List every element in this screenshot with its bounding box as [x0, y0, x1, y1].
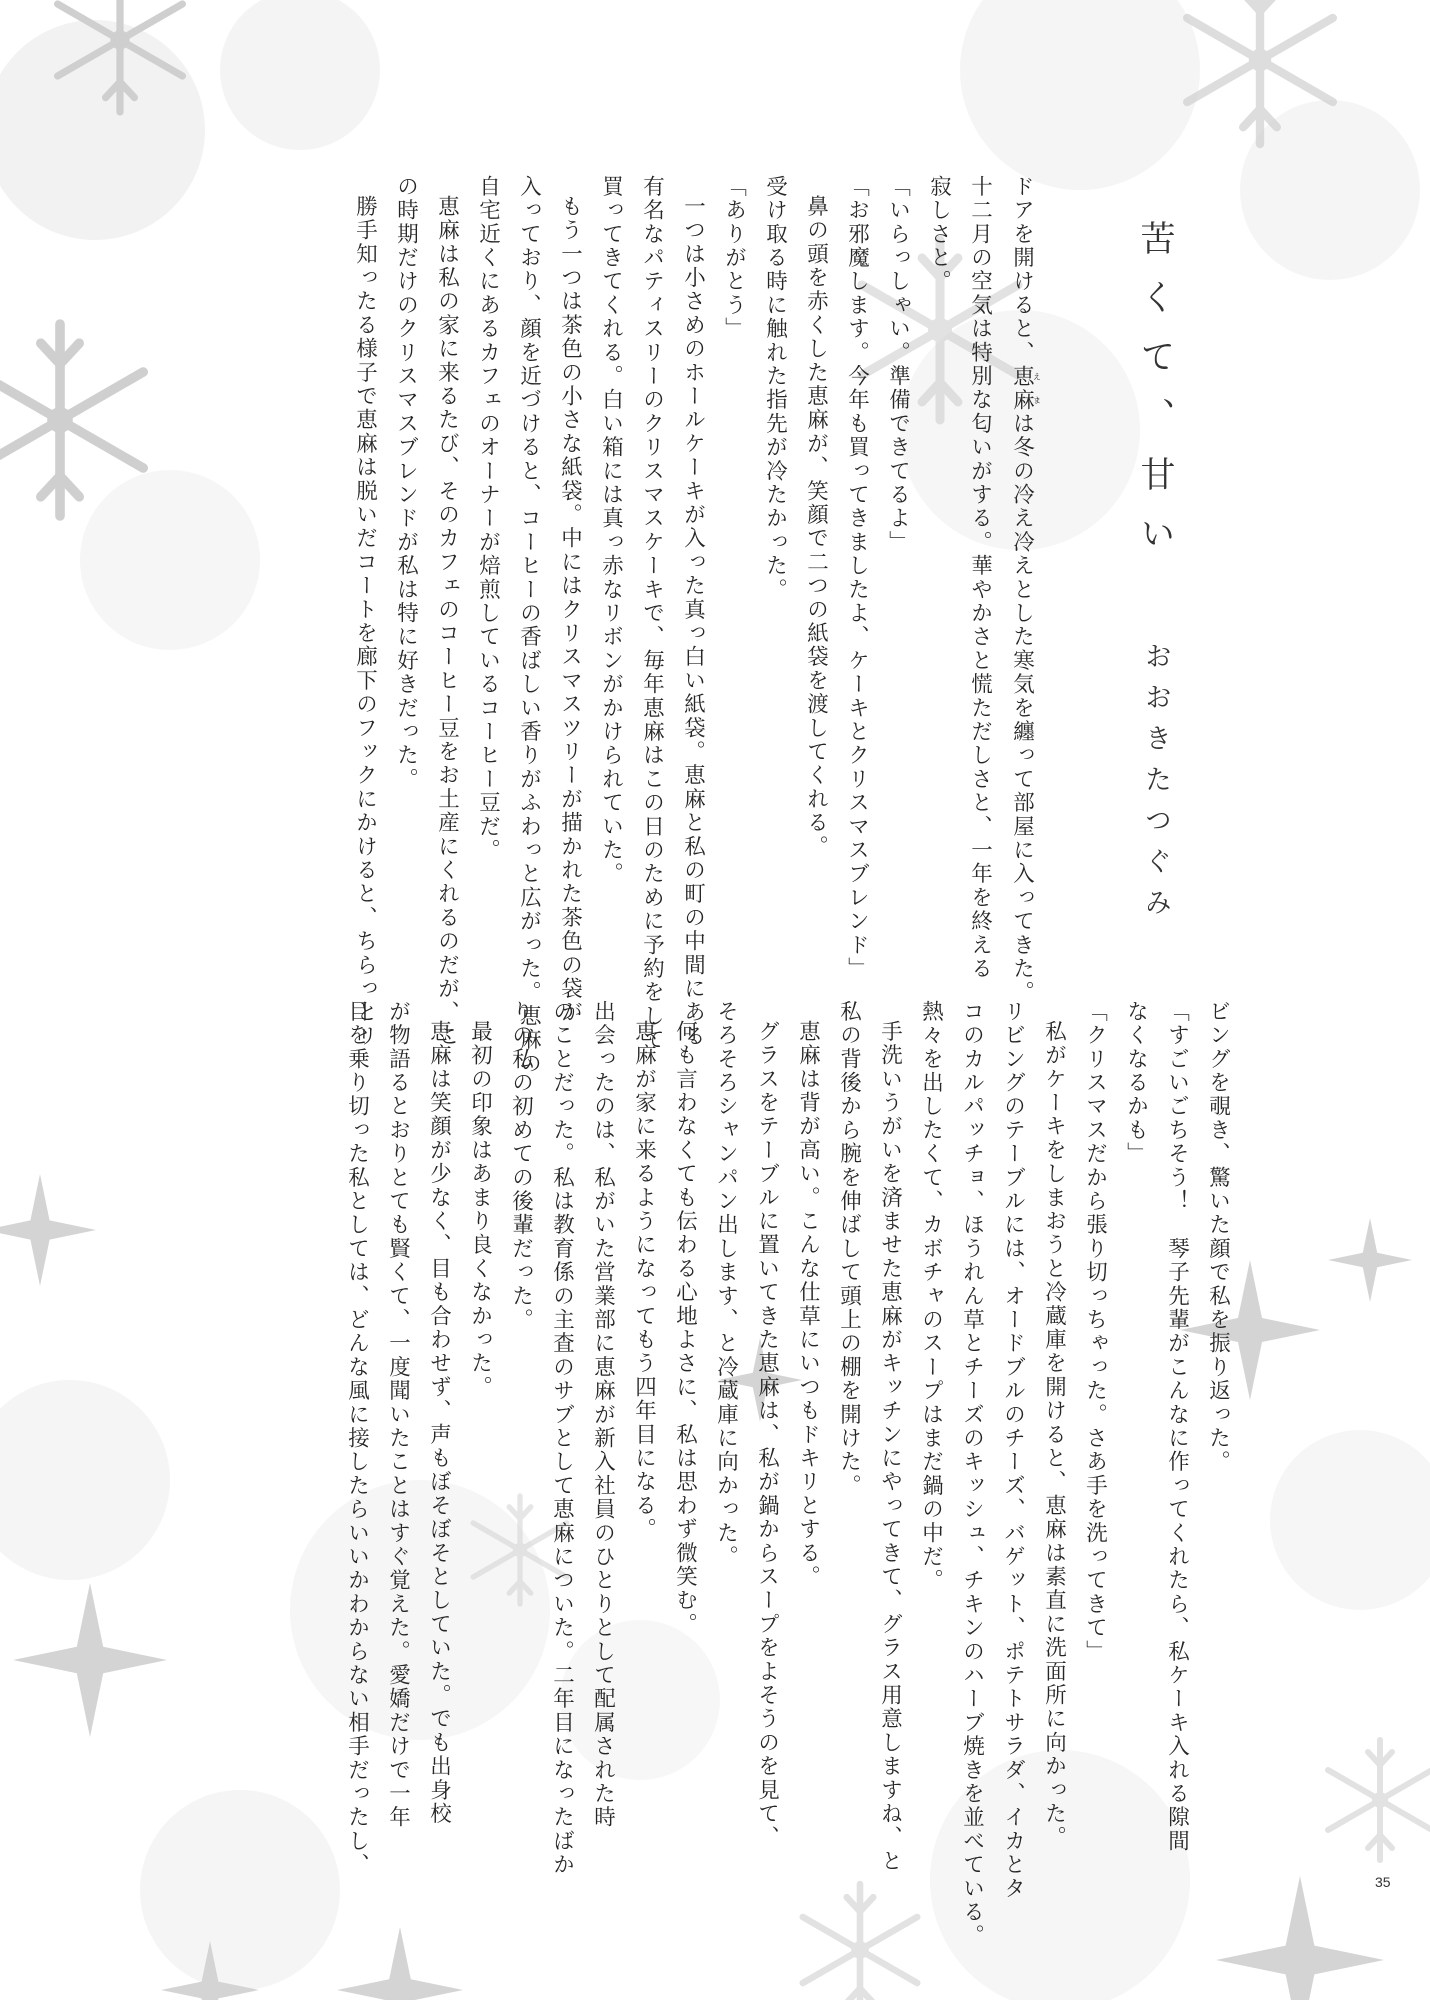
text-line: 恵麻が家に来るようになってもう四年目になる。 [631, 1020, 657, 1542]
text-line: 恵麻は背が高い。こんな仕草にいつもドキリとする。 [795, 1020, 821, 1589]
story-title: 苦くて、甘い [1135, 220, 1175, 574]
text-line: 鼻の頭を赤くした恵麻が、笑顔で二つの紙袋を渡してくれる。 [803, 195, 829, 859]
text-line: 「いらっしゃい。準備できてるよ」 [885, 175, 911, 555]
text-line: 恵麻は笑顔が少なく、目も合わせず、声もぼそぼそとしていた。でも出身校 [426, 1020, 452, 1826]
text-line: 目を乗り切った私としては、どんな風に接したらいいかわからない相手だったし、 [344, 1000, 370, 1877]
text-line: ドアを開けると、恵麻えまは冬の冷え冷えとした寒気を纏って部屋に入ってきた。 [1009, 175, 1042, 1005]
text-line: 有名なパティスリーのクリスマスケーキで、毎年恵麻はこの日のために予約をして [639, 175, 665, 1052]
text-line: 「クリスマスだから張り切っちゃった。さあ手を洗ってきて」 [1082, 1000, 1108, 1664]
text-line: ビングを覗き、驚いた顔で私を振り返った。 [1205, 1000, 1231, 1474]
text-line: 十二月の空気は特別な匂いがする。華やかさと慌ただしさと、一年を終える [967, 175, 993, 981]
text-line: 「すごいごちそう！ 琴子先輩がこんなに作ってくれたら、私ケーキ入れる隙間 [1164, 1000, 1190, 1854]
text-line: 何も言わなくても伝わる心地よさに、私は思わず微笑む。 [672, 1020, 698, 1637]
text-line: 私の背後から腕を伸ばして頭上の棚を開けた。 [836, 1000, 862, 1498]
text-line: りの私の初めての後輩だった。 [508, 1000, 534, 1332]
text-line: 一つは小さめのホールケーキが入った真っ白い紙袋。恵麻と私の町の中間にある [680, 195, 706, 1049]
text-line: のことだった。私は教育係の主査のサブとして恵麻についた。二年目になったばか [549, 1000, 575, 1877]
text-line: の時期だけのクリスマスブレンドが私は特に好きだった。 [393, 175, 419, 792]
text-line: 手洗いうがいを済ませた恵麻がキッチンにやってきて、グラス用意しますね、と [877, 1020, 903, 1874]
page-number: 35 [1375, 1874, 1391, 1890]
text-line: 出会ったのは、私がいた営業部に恵麻が新入社員のひとりとして配属された時 [590, 1000, 616, 1830]
text-line: 私がケーキをしまおうと冷蔵庫を開けると、恵麻は素直に洗面所に向かった。 [1041, 1020, 1067, 1850]
text-line: 最初の印象はあまり良くなかった。 [467, 1020, 493, 1400]
text-line: なくなるかも」 [1123, 1000, 1149, 1166]
text-line: 寂しさと。 [926, 175, 952, 294]
text-line: もう一つは茶色の小さな紙袋。中にはクリスマスツリーが描かれた茶色の袋が [557, 195, 583, 1025]
text-line: コのカルパッチョ、ほうれん草とチーズのキッシュ、チキンのハーブ焼きを並べている。 [959, 1000, 985, 1948]
text-line: そろそろシャンパン出します、と冷蔵庫に向かった。 [713, 1000, 739, 1569]
text-line: 「ありがとう」 [721, 175, 747, 341]
text-line: 勝手知ったる様子で恵麻は脱いだコートを廊下のフックにかけると、ちらっとリ [352, 195, 378, 1049]
text-line: グラスをテーブルに置いてきた恵麻は、私が鍋からスープをよそうのを見て、 [754, 1020, 780, 1850]
text-line: リビングのテーブルには、オードブルのチーズ、バゲット、ポテトサラダ、イカとタ [1000, 1000, 1026, 1901]
text-line: 恵麻は私の家に来るたび、そのカフェのコーヒー豆をお土産にくれるのだが、こ [434, 195, 460, 1049]
text-line: が物語るとおりとても賢くて、一度聞いたことはすぐ覚えた。愛嬌だけで一年 [385, 1000, 411, 1830]
author-name: おおきたつぐみ [1140, 642, 1171, 929]
text-line: 入っており、顔を近づけると、コーヒーの香ばしい香りがふわっと広がった。恵麻の [516, 175, 542, 1076]
text-line: 「お邪魔します。今年も買ってきましたよ、ケーキとクリスマスブレンド」 [844, 175, 870, 981]
text-line: 自宅近くにあるカフェのオーナーが焙煎しているコーヒー豆だ。 [475, 175, 501, 863]
text-line: 受け取る時に触れた指先が冷たかった。 [762, 175, 788, 602]
text-line: 買ってきてくれる。白い箱には真っ赤なリボンがかけられていた。 [598, 175, 624, 886]
text-line: 熱々を出したくて、カボチャのスープはまだ鍋の中だ。 [918, 1000, 944, 1593]
